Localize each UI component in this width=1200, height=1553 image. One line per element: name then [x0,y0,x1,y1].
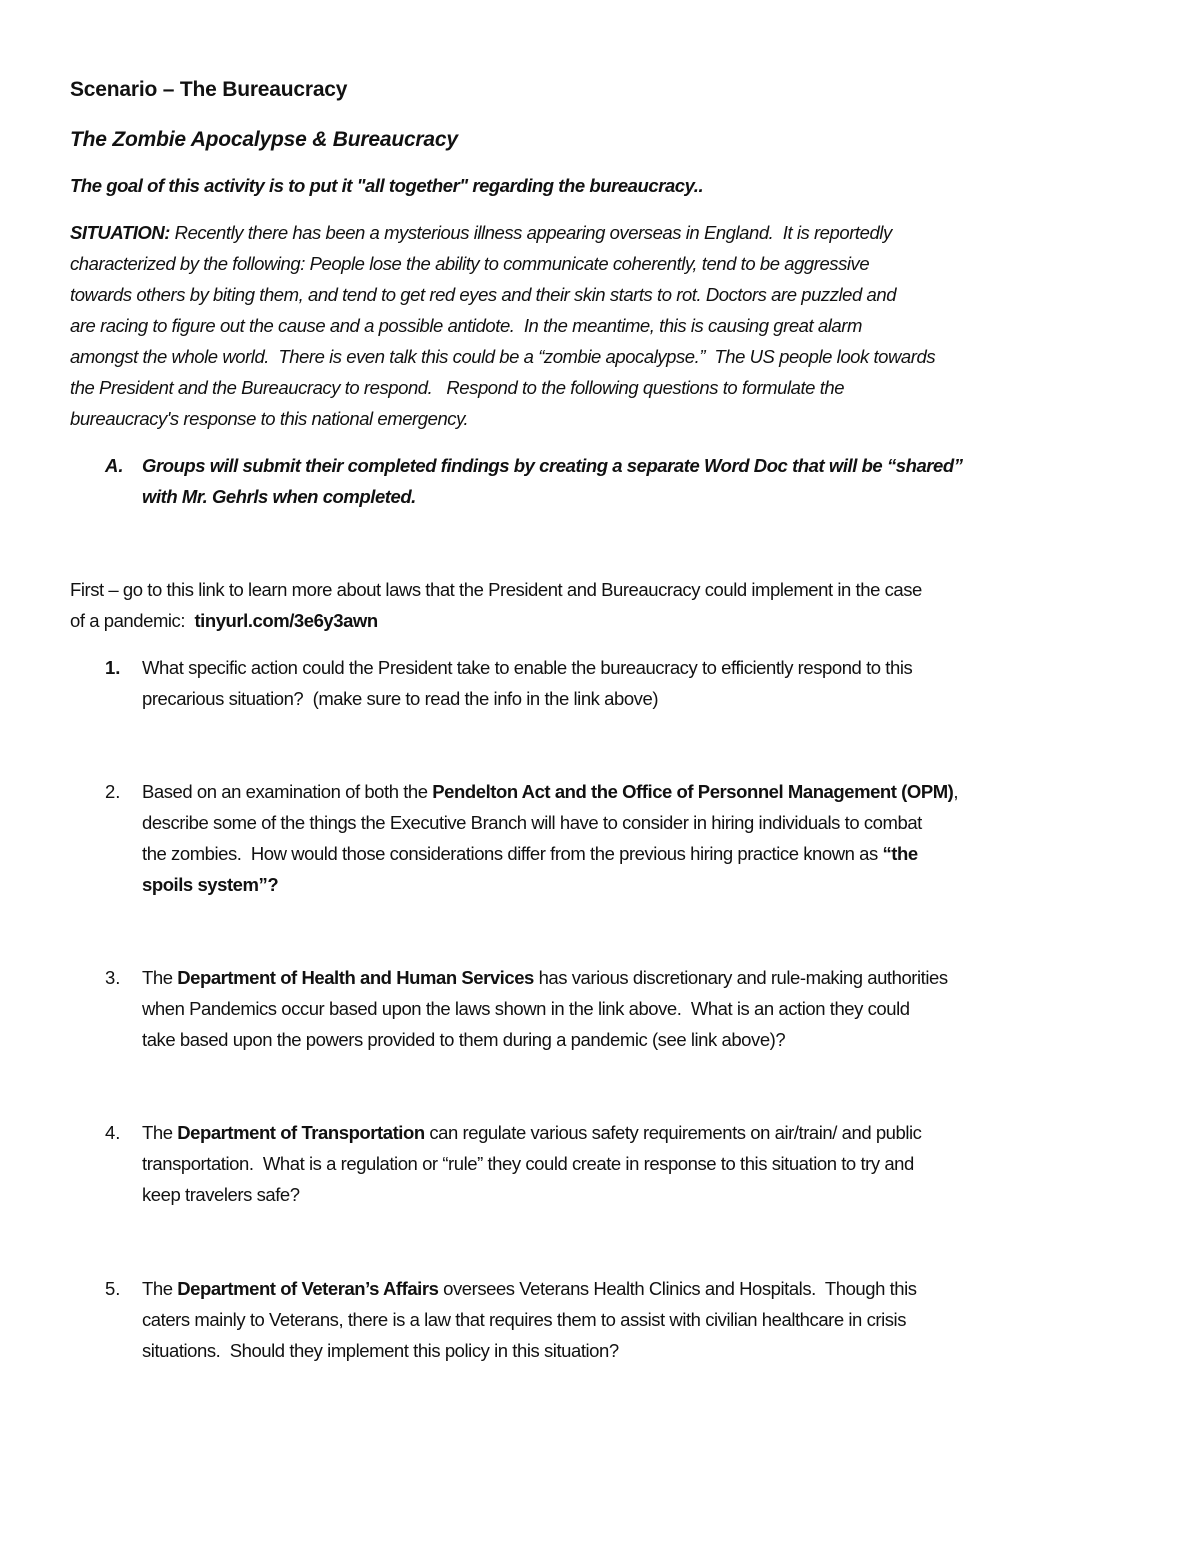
situation-line [70,407,468,431]
question-line [142,1339,619,1363]
situation-line [70,283,896,307]
question-line [142,842,918,866]
document-subtitle: The Zombie Apocalypse & Bureaucracy [70,128,458,151]
question-text: transportation. What is a regulation or “rule” they could create in response to this situation to try and [142,1153,914,1174]
question-line [142,997,910,1021]
question-line [142,1183,300,1207]
question-text: Based on an examination of both the [142,781,433,802]
question-text: caters mainly to Veterans, there is a law that requires them to assist with civilian healthcare in crisis [142,1309,907,1330]
situation-line [70,221,892,245]
situation-line [70,376,844,400]
question-text: when Pandemics occur based upon the laws shown in the link above. What is an action they could [142,998,910,1019]
question-line [142,1277,917,1301]
situation-line [70,314,862,338]
question-text: keep travelers safe? [142,1184,300,1205]
situation-line [70,345,935,369]
question-text: The [142,967,178,988]
situation-text: are racing to figure out the cause and a possible antidote. In the meantime, this is causing great alarm [70,315,862,336]
question-text: the zombies. How would those considerations differ from the previous hiring practice known as [142,843,883,864]
emphasized-term: spoils system”? [142,874,279,895]
question-line [142,1028,785,1052]
question-text: take based upon the powers provided to them during a pandemic (see link above)? [142,1029,786,1050]
emphasized-term: Pendelton Act and the Office of Personnel Management (OPM) [432,781,954,802]
question-text: What specific action could the President take to enable the bureaucracy to efficiently respond to this [142,657,913,678]
question-line [142,1121,921,1145]
intro-line: First – go to this link to learn more about laws that the President and Bureaucracy could implement in the case [70,579,922,600]
question-number: 3. [105,967,121,988]
emphasized-term: Department of Veteran’s Affairs [177,1278,439,1299]
emphasized-term: “the [882,843,918,864]
question-text: The [142,1122,178,1143]
question-text: , [953,781,959,802]
intro-line [70,609,378,633]
question-text: describe some of the things the Executive Branch will have to consider in hiring individuals to combat [142,812,922,833]
intro-text: of a pandemic: [70,610,195,631]
question-line [142,811,922,835]
situation-text: Recently there has been a mysterious illness appearing overseas in England. It is reportedly [169,222,892,243]
resource-link[interactable]: tinyurl.com/3e6y3awn [194,610,378,631]
question-text: oversees Veterans Health Clinics and Hospitals. Though this [438,1278,917,1299]
instruction-line: Groups will submit their completed findings by creating a separate Word Doc that will be “shared” [142,455,963,476]
emphasized-term: Department of Transportation [177,1122,425,1143]
question-line [142,873,278,897]
question-line [142,687,658,711]
list-marker: A. [105,455,124,476]
question-number: 5. [105,1278,121,1299]
question-line [142,1152,914,1176]
situation-text: bureaucracy's response to this national emergency. [70,408,469,429]
goal-statement: The goal of this activity is to put it "all together" regarding the bureaucracy.. [70,175,704,196]
emphasized-term: Department of Health and Human Services [177,967,534,988]
question-line [142,656,912,680]
situation-line [70,252,869,276]
question-text: can regulate various safety requirements on air/train/ and public [424,1122,922,1143]
question-text: The [142,1278,178,1299]
question-text: situations. Should they implement this policy in this situation? [142,1340,619,1361]
situation-text: characterized by the following: People lose the ability to communicate coherently, tend to be aggressive [70,253,870,274]
question-number: 2. [105,781,121,802]
document-title: Scenario – The Bureaucracy [70,78,348,101]
question-text: precarious situation? (make sure to read the info in the link above) [142,688,659,709]
situation-text: the President and the Bureaucracy to respond. Respond to the following questions to formulate the [70,377,845,398]
question-line [142,780,958,804]
question-text: has various discretionary and rule-making authorities [533,967,948,988]
instruction-line: with Mr. Gehrls when completed. [142,486,416,507]
question-number: 4. [105,1122,121,1143]
question-line [142,1308,906,1332]
situation-text: amongst the whole world. There is even talk this could be a “zombie apocalypse.” The US people look towards [70,346,936,367]
situation-label: SITUATION: [70,222,170,243]
question-number: 1. [105,657,121,678]
situation-text: towards others by biting them, and tend to get red eyes and their skin starts to rot. Doctors are puzzled and [70,284,897,305]
question-line [142,966,948,990]
